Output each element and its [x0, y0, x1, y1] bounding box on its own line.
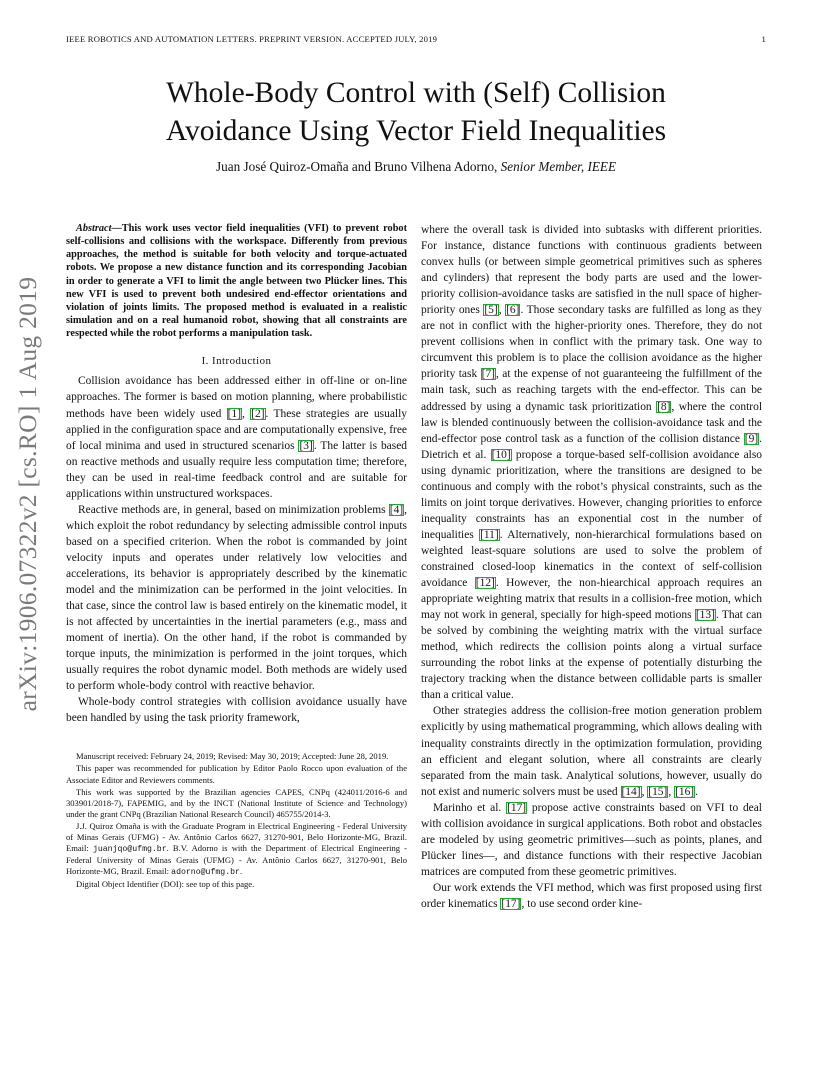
running-header: [66, 34, 766, 48]
left-column: [66, 222, 407, 891]
citation-link[interactable]: [10]: [491, 448, 511, 461]
arxiv-identifier-text: arXiv:1906.07322v2 [cs.RO] 1 Aug 2019: [13, 276, 42, 712]
citation-link[interactable]: [6]: [506, 304, 520, 317]
citation-link[interactable]: [2]: [251, 407, 265, 420]
footnote: Manuscript received: February 24, 2019; Revised: May 30, 2019; Accepted: June 28, 2019.: [76, 751, 389, 762]
right-body-text: [421, 222, 762, 912]
footnotes: [66, 751, 407, 890]
paragraph: Reactive methods are, in general, based on minimization problems [4], which exploit the robot redundancy by selecting admissible control inputs based on a specified criterion. When the robot is commanded by joint velocity inputs and operates under relatively low velocities and accelerations, its behavior is appropriately described by the kinematic model and the minimization can be performed in the joint velocities. In that case, since the control law is based entirely on the kinematic model, it is not affected by uncertainties in the inertial parameters (e.g., mass and moment of inertia). On the other hand, if the robot is commanded by torque inputs, the minimization is performed in the joint torques, which usually requires the robot dynamic model. Both methods are widely used to perform whole-body control with reactive behavior.: [66, 503, 407, 693]
author-role: Senior Member, IEEE: [500, 159, 616, 174]
paragraph: where the overall task is divided into subtasks with different priorities. For instance, distance functions with continuous gradients between convex hulls (or between simple geometrical primitives such as spheres and cylinders) that represent the body parts are used and the lower-priority collision-avoidance tasks are satisfied in the null space of higher-priority ones [5], [6]. Those secondary tasks are fulfilled as long as they are not in conflict with the higher-priority ones. Therefore, they do not prevent collisions when in conflict with the primary task. One way to circumvent this problem is to place the collision avoidance as the higher priority task [7], at the expense of not guaranteeing the fulfillment of the main task, such as reaching targets with the end-effector. This can be addressed by using a dynamic task prioritization [8], where the control law is blended continuously between the collision-avoidance task and the end-effector pose control task as a function of the collision distance [9]. Dietrich et al. [10] propose a torque-based self-collision avoidance also using dynamic prioritization, where the transitions are designed to be continuous and comply with the robot’s physical constraints, such as the limits on joint torque derivatives. However, changing priorities to enforce inequality constraints has an exponential cost in the number of inequalities [11]. Alternatively, non-hierarchical formulations based on weighted least-square solutions are used to solve the problem of constrained closed-loop kinematics in the context of self-collision avoidance [12]. However, the non-hiearchical approach requires an appropriate weighting matrix that results in a collision-free motion, which may not work in general, specially for high-speed motions [13]. That can be solved by combining the weighting matrix with the virtual surface method, which redirects the collision points along a virtual surface surrounding the robot links at the expense of potentially disturbing the trajectory tracking when the distance between collidable parts is smaller than a critical value.: [421, 224, 763, 702]
paper-title-line-1: Whole-Body Control with (Self) Collision: [166, 77, 666, 109]
section-heading-introduction: I. Introduction: [201, 355, 272, 368]
footnote-separator: [66, 740, 407, 741]
email-link[interactable]: adorno@ufmg.br: [171, 867, 240, 877]
paragraph: Marinho et al. [17] propose active constraints based on VFI to deal with collision avoidance in surgical applications. Both robot and obstacles are modeled by using geometric primitives—such as points, planes, and Plücker lines—, and distance functions with their respective Jacobian matrices are computed from these geometric primitives.: [421, 801, 762, 878]
citation-link[interactable]: [9]: [744, 432, 759, 445]
citation-link[interactable]: [5]: [484, 304, 498, 317]
arxiv-identifier: [2, 276, 54, 712]
citation-link[interactable]: [4]: [389, 503, 404, 516]
citation-link[interactable]: [11]: [480, 528, 499, 541]
citation-link[interactable]: [16]: [675, 785, 695, 798]
footnote: This paper was recommended for publication by Editor Paolo Rocco upon evaluation of the Associate Editor and Reviewers comments.: [66, 763, 407, 785]
email-link[interactable]: juanjqo@ufmg.br: [92, 844, 167, 854]
citation-link[interactable]: [17]: [507, 801, 527, 814]
page-number: 1: [761, 34, 766, 44]
citation-link[interactable]: [8]: [657, 400, 671, 413]
citation-link[interactable]: [17]: [501, 897, 521, 910]
footnote: This work was supported by the Brazilian agencies CAPES, CNPq (424011/2016-6 and 303901/2018-7), FAPEMIG, and by the INCT (National Institute of Science and Technology) under the grant CNPq (Brazilian National Research Council) 465755/2014-3.: [66, 786, 407, 819]
abstract: [66, 222, 407, 340]
footnote: J.J. Quiroz Omaña is with the Graduate Program in Electrical Engineering - Federal University of Minas Gerais (UFMG) - Av. Antônio Carlos 6627, 31270-901, Belo Horizonte-MG, Brazil. Email: juanjqo@ufmg.br. B.V. Adorno is with the Department of Electrical Engineering - Federal University of Minas Gerais (UFMG) - Av. Antônio Carlos 6627, 31270-901, Belo Horizonte-MG, Brazil. Email: adorno@ufmg.br.: [66, 820, 407, 877]
right-column: [421, 222, 762, 912]
citation-link[interactable]: [14]: [621, 785, 641, 798]
citation-link[interactable]: [12]: [475, 577, 495, 590]
footnote: Digital Object Identifier (DOI): see top of this page.: [76, 878, 255, 889]
author-names: Juan José Quiroz-Omaña and Bruno Vilhena Adorno,: [216, 159, 501, 174]
paragraph: Collision avoidance has been addressed either in off-line or on-line approaches. The former is based on motion planning, where probabilistic methods have been widely used [1], [2]. These strategies are usually applied in the configuration space and are computationally expensive, free of local minima and used in structured scenarios [3]. The latter is based on reactive methods and usually require less computation time; therefore, they can be used in real-time feedback control and are suitable for applications within unstructured workspaces.: [66, 375, 408, 500]
paper-title-line-2: Avoidance Using Vector Field Inequalities: [165, 115, 667, 147]
paragraph: Whole-body control strategies with collision avoidance usually have been handled by using the task priority framework,: [66, 696, 407, 725]
author-line: [100, 159, 732, 175]
citation-link[interactable]: [7]: [481, 368, 495, 381]
paragraph: Other strategies address the collision-free motion generation problem explicitly by using mathematical programming, which allows dealing with inequality constraints directly in the optimization formulation, providing an efficient and elegant solution, where all constraints are clearly separated from the main task. Analytical solutions, however, usually do not exist and numeric solvers must be used [14], [15], [16].: [421, 705, 762, 798]
citation-link[interactable]: [13]: [695, 609, 715, 622]
paragraph: Our work extends the VFI method, which was first proposed using first order kinematics [17], to use second order kine-: [421, 881, 762, 910]
running-title: IEEE ROBOTICS AND AUTOMATION LETTERS. PREPRINT VERSION. ACCEPTED JULY, 2019: [66, 34, 438, 44]
citation-link[interactable]: [3]: [299, 439, 313, 452]
citation-link[interactable]: [1]: [227, 407, 242, 420]
abstract-label: Abstract: [76, 223, 112, 234]
abstract-text: —This work uses vector field inequalities (VFI) to prevent robot self-collisions and collisions with the workspace. Differently from previous approaches, the method is suitable for both velocity and torque-actuated robots. We propose a new distance function and its corresponding Jacobian in order to generate a VFI to limit the angle between two Plücker lines. This new VFI is used to prevent both undesired end-effector orientations and violation of joints limits. The proposed method is evaluated in a realistic simulation and on a real humanoid robot, showing that all constraints are respected while the robot performs a manipulation task.: [66, 223, 407, 340]
left-body-text: [66, 373, 407, 726]
paper-title: [100, 74, 732, 150]
citation-link[interactable]: [15]: [648, 785, 668, 798]
